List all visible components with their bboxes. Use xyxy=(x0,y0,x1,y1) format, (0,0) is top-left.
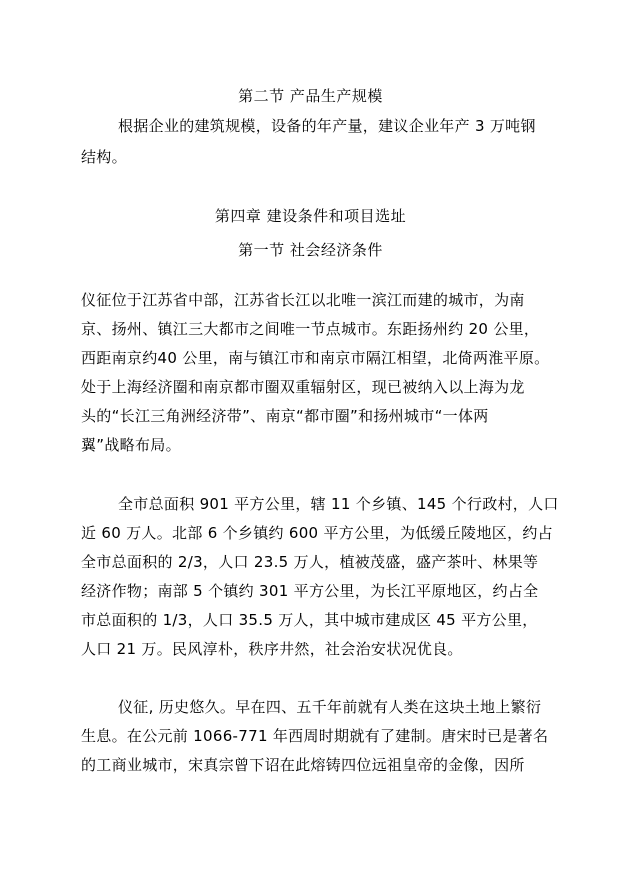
section-heading-socioeconomic: 第一节 社会经济条件 xyxy=(238,241,383,259)
text-line: 近 60 万人。北部 6 个乡镇约 600 平方公里，为低缓丘陵地区，约占 xyxy=(81,524,553,542)
text-line: 头的“长江三角洲经济带”、南京“都市圈”和扬州城市“一体两 xyxy=(81,407,489,425)
text-line: 处于上海经济圈和南京都市圈双重辐射区，现已被纳入以上海为龙 xyxy=(81,378,525,396)
text-line: 根据企业的建筑规模，设备的年产量，建议企业年产 3 万吨钢 xyxy=(118,117,536,135)
text-line: 市总面积的 1/3，人口 35.5 万人，其中城市建成区 45 平方公里， xyxy=(81,611,538,629)
text-line: 西距南京约40 公里，南与镇江市和南京市隔江相望，北倚两淮平原。 xyxy=(81,349,550,367)
text-line: 全市总面积 901 平方公里，辖 11 个乡镇、145 个行政村，人口 xyxy=(118,495,559,513)
section-heading-product-scale: 第二节 产品生产规模 xyxy=(238,87,383,105)
text-line: 仪征位于江苏省中部，江苏省长江以北唯一滨江而建的城市，为南 xyxy=(81,291,525,309)
text-line: 人口 21 万。民风淳朴，秩序井然，社会治安状况优良。 xyxy=(81,640,463,658)
text-line: 仪征, 历史悠久。早在四、五千年前就有人类在这块土地上繁衍 xyxy=(118,698,542,716)
text-line: 翼”战略布局。 xyxy=(81,436,181,454)
chapter-heading-site-selection: 第四章 建设条件和项目选址 xyxy=(214,207,407,225)
text-line: 京、扬州、镇江三大都市之间唯一节点城市。东距扬州约 20 公里， xyxy=(81,320,540,338)
text-line: 生息。在公元前 1066-771 年西周时期就有了建制。唐宋时已是著名 xyxy=(81,727,549,745)
text-line: 的工商业城市，宋真宗曾下诏在此熔铸四位远祖皇帝的金像，因所 xyxy=(81,756,525,774)
text-line: 经济作物；南部 5 个镇约 301 平方公里，为长江平原地区，约占全 xyxy=(81,582,539,600)
text-line: 结构。 xyxy=(81,148,127,166)
text-line: 全市总面积的 2/3，人口 23.5 万人，植被茂盛，盛产茶叶、林果等 xyxy=(81,553,539,571)
